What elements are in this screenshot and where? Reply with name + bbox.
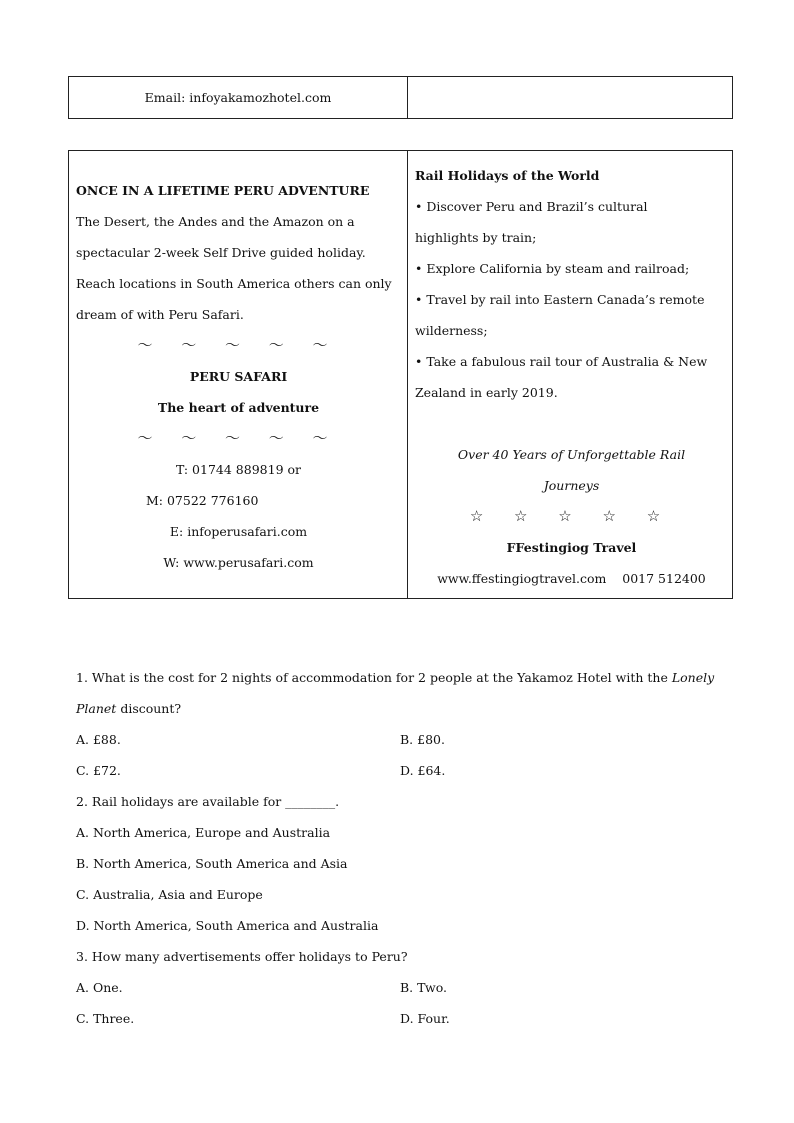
- question-1-italic: Planet: [76, 701, 117, 716]
- option-row: [76, 724, 736, 755]
- peru-phone: T: 01744 889819 or: [175, 462, 301, 477]
- option-row: [76, 755, 736, 786]
- option-c: C. £72.: [76, 763, 121, 778]
- rail-company-name: FFestingiog Travel: [506, 540, 637, 555]
- hotel-ad-table-end: [68, 76, 733, 119]
- rail-ad-title: Rail Holidays of the World: [415, 168, 600, 183]
- rail-ad-bullet: Zealand in early 2019.: [415, 385, 558, 400]
- peru-ad-body-line: The Desert, the Andes and the Amazon on a: [76, 214, 355, 229]
- option-a: A. £88.: [76, 732, 121, 747]
- option-d: D. Four.: [400, 1011, 450, 1026]
- option-a: A. North America, Europe and Australia: [76, 825, 331, 840]
- option-b: B. £80.: [400, 732, 445, 747]
- rail-ad-bullet: • Explore California by steam and railroad;: [415, 261, 690, 276]
- peru-safari-ad: [69, 151, 408, 598]
- option-row: [76, 1003, 736, 1034]
- peru-safari-name: PERU SAFARI: [189, 369, 288, 384]
- hotel-email: Email: infoyakamozhotel.com: [144, 90, 332, 105]
- option-d: D. North America, South America and Australia: [76, 918, 379, 933]
- peru-mobile: M: 07522 776160: [146, 493, 259, 508]
- rail-ad-bullet: highlights by train;: [415, 230, 537, 245]
- peru-ad-body-line: spectacular 2-week Self Drive guided holiday.: [76, 245, 366, 260]
- peru-email: E: infoperusafari.com: [169, 524, 308, 539]
- peru-website: W: www.perusafari.com: [163, 555, 314, 570]
- rail-ad-bullet: • Discover Peru and Brazil’s cultural: [415, 199, 648, 214]
- peru-ad-body-line: Reach locations in South America others can only: [76, 276, 392, 291]
- option-d: D. £64.: [400, 763, 446, 778]
- peru-safari-slogan: The heart of adventure: [157, 400, 320, 415]
- rail-contact: www.ffestingiogtravel.com 0017 512400: [437, 571, 706, 586]
- questions-section: [76, 662, 736, 1034]
- question-1-stem-cont: [76, 693, 736, 724]
- option-b: B. Two.: [400, 980, 448, 995]
- question-3-stem: 3. How many advertisements offer holidays to Peru?: [76, 949, 408, 964]
- option-a: A. One.: [76, 980, 123, 995]
- tilde-divider: ～ ～ ～ ～ ～: [137, 429, 340, 447]
- question-1-text: 1. What is the cost for 2 nights of accommodation for 2 people at the Yakamoz Hotel with the: [76, 670, 672, 685]
- empty-cell: [408, 77, 732, 118]
- option-row: [76, 972, 736, 1003]
- hotel-email-cell: [69, 77, 408, 118]
- rail-ad-bullet: • Take a fabulous rail tour of Australia & New: [415, 354, 708, 369]
- spacer: [415, 408, 728, 439]
- rail-tagline: Over 40 Years of Unforgettable Rail: [457, 447, 686, 462]
- question-1-text: discount?: [116, 701, 182, 716]
- rail-holidays-ad: [408, 151, 732, 598]
- rail-ad-bullet: • Travel by rail into Eastern Canada’s remote: [415, 292, 705, 307]
- rail-ad-bullet: wilderness;: [415, 323, 488, 338]
- option-c: C. Australia, Asia and Europe: [76, 887, 263, 902]
- question-1-italic: Lonely: [671, 670, 715, 685]
- option-c: C. Three.: [76, 1011, 135, 1026]
- option-b: B. North America, South America and Asia: [76, 856, 348, 871]
- advertisement-table: [68, 150, 733, 599]
- peru-ad-headline: ONCE IN A LIFETIME PERU ADVENTURE: [76, 183, 370, 198]
- question-2-stem: 2. Rail holidays are available for ________.: [76, 794, 340, 809]
- star-rating-icon: ☆ ☆ ☆ ☆ ☆: [469, 507, 674, 525]
- peru-ad-body-line: dream of with Peru Safari.: [76, 307, 244, 322]
- tilde-divider: ～ ～ ～ ～ ～: [137, 336, 340, 354]
- rail-tagline: Journeys: [543, 478, 600, 493]
- question-1-stem: [76, 662, 736, 693]
